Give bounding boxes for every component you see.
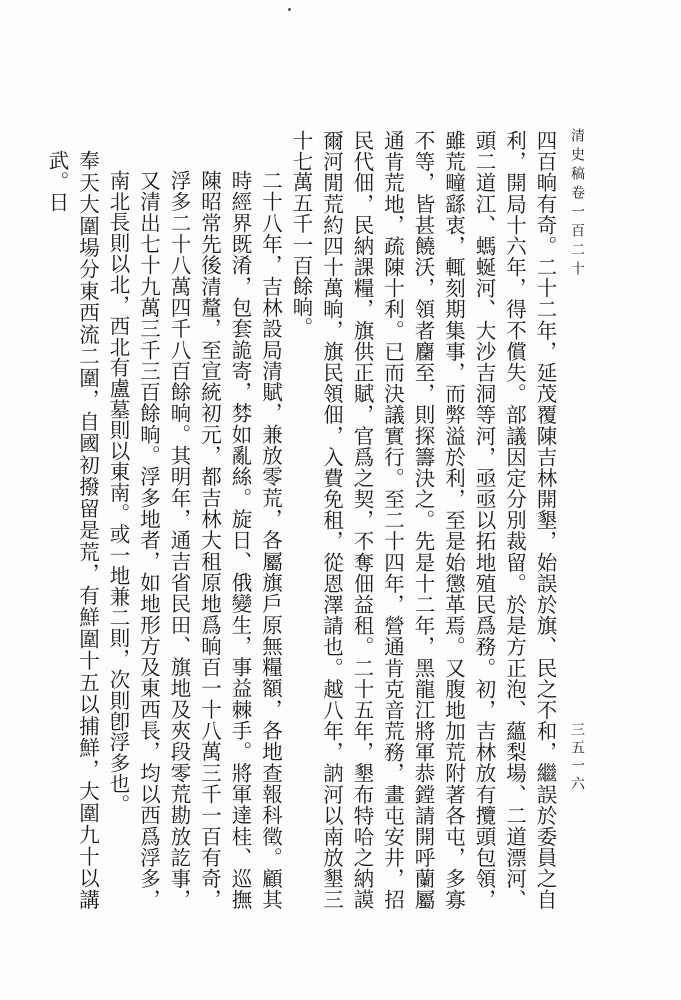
paragraph-1: 四百晌有奇。二十二年，延茂覆陳吉林開墾，始誤於旗、民之不和，繼誤於委員之自利，開局十六年，得不償失。部議因定分別裁留。於是方正泡、蘊梨場、二道漂河、頭二道江、螞蜒河、大沙吉洞等河，亟亟以拓地殖民爲務。初，吉林放有攬頭包領，雖荒疃繇衷，輒刻期集事，而弊溢於利，至是始懲革焉。又腹地加荒附著各屯，多寡不等，皆甚饒沃，領者麕至，則探籌決之。先是十二年，黑龍江將軍恭鏜請開呼蘭屬通肯荒地，疏陳十利。已而決議實行。至二十四年，營通肯克音荒務，畫屯安井，招民代佃，民納課糧，旗供正賦，官爲之契，不奪佃益租。二十五年，墾布特哈之納謨爾河閒荒約四十萬晌，旗民領佃，入費免租，從恩澤請也。越八年，訥河以南放墾三十七萬五千一百餘晌。 (289, 130, 557, 910)
paragraph-3: 奉天大圍場分東西流二圍，自國初撥留是荒，有鮮圍十五以捕鮮，大圍九十以講武。日 (45, 150, 100, 910)
vertical-body-text (45, 130, 560, 910)
top-dot-mark (288, 8, 291, 11)
page-number: 三五一六 (569, 722, 585, 794)
running-header-title: 清史稿卷一百二十 (569, 128, 585, 280)
paragraph-2: 二十八年，吉林設局清賦，兼放零荒，各屬旗戶原無糧額，各地查報科徵。顧其時經界既淆，包套詭寄，棼如亂絲。旋日、俄變生，事益棘手。將軍達桂、巡撫陳昭常先後清釐，至宣統初元，都吉林大租原地爲晌百一十八萬三千一百有奇，浮多二十八萬四千八百餘晌。其明年，通吉省民田、旗地及夾段零荒勘放訖事，又清出七十九萬三千三百餘晌。浮多地者，如地形方及東西長，均以西爲浮多，南北長則以北，西北有盧墓則以東南。或一地兼二則，次則卽浮多也。 (106, 170, 283, 910)
